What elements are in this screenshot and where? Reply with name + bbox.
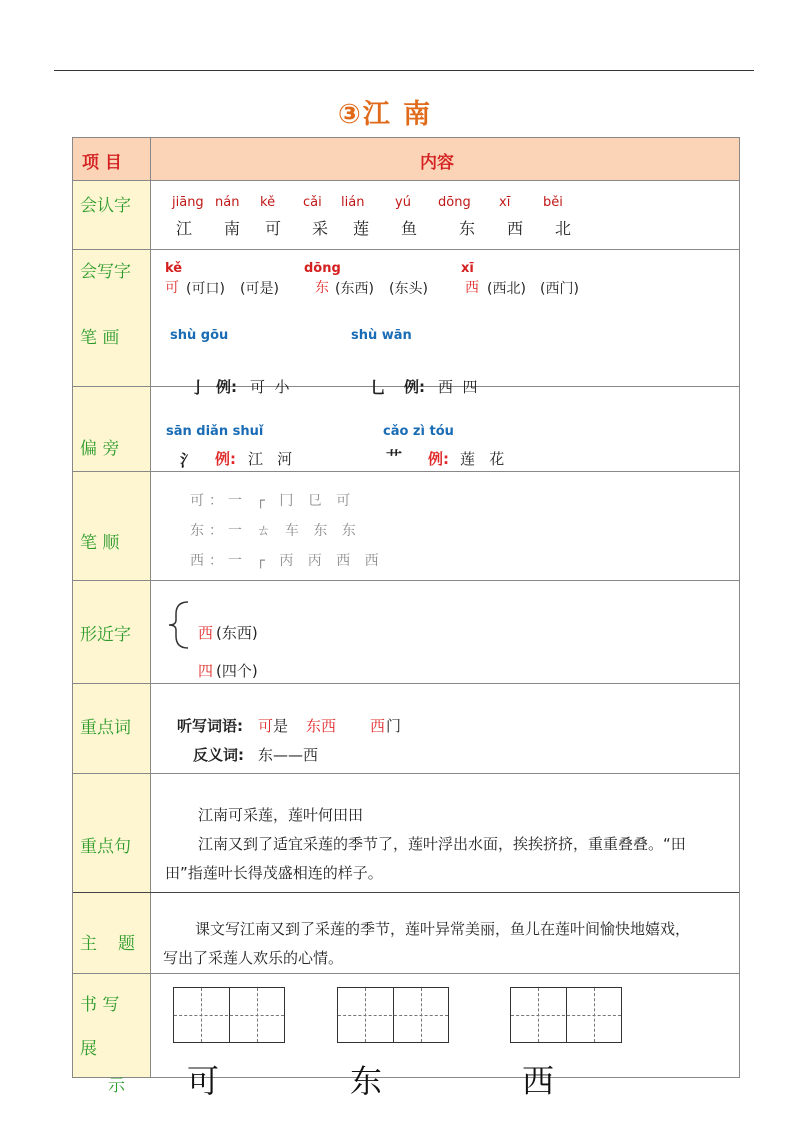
hanzi: 采 xyxy=(312,219,329,238)
writing-grid[interactable] xyxy=(173,987,285,1043)
pinyin: kě xyxy=(165,261,183,276)
stroke-symbol: 乚 xyxy=(370,378,387,397)
pinyin: sān diǎn shuǐ xyxy=(166,424,264,439)
example-label: 例: xyxy=(428,450,449,468)
label-key-words: 重点词 xyxy=(80,718,131,738)
writing-grid[interactable] xyxy=(510,987,622,1043)
brace-icon xyxy=(166,600,192,650)
row-divider xyxy=(73,973,739,974)
pinyin: xī xyxy=(461,261,474,276)
label-key-sentences: 重点句 xyxy=(80,837,131,857)
pinyin: dōng xyxy=(438,195,471,210)
stroke-order-line: 东：一 ㄊ 车 东 东 xyxy=(190,523,361,539)
label-recognize: 会认字 xyxy=(80,196,131,216)
pinyin: cǎi xyxy=(303,195,322,210)
label-writing-2: 展 xyxy=(80,1039,97,1059)
row-divider xyxy=(73,773,739,774)
example-label: 例: xyxy=(216,378,237,396)
word: (东头) xyxy=(389,281,428,297)
pinyin: yú xyxy=(395,195,411,210)
page-title: ③江 南 xyxy=(337,99,433,130)
label-write: 会写字 xyxy=(80,262,131,282)
example-chars: 西 四 xyxy=(438,378,478,396)
row-divider xyxy=(73,683,739,684)
theme-line: 课文写江南又到了采莲的季节，莲叶异常美丽，鱼儿在莲叶间愉快地嬉戏， xyxy=(195,920,691,938)
practice-char: 可 xyxy=(187,1062,220,1100)
hanzi: 东 xyxy=(459,219,476,238)
word: (西门) xyxy=(540,281,579,297)
pinyin: nán xyxy=(215,195,240,210)
header-item: 项 目 xyxy=(82,153,122,173)
header-content: 内容 xyxy=(420,153,454,173)
example-chars: 莲 花 xyxy=(460,450,505,468)
sentence-line: 江南又到了适宜采莲的季节了，莲叶浮出水面，挨挨挤挤，重重叠叠。“田 xyxy=(198,835,686,853)
hanzi: 北 xyxy=(555,219,572,238)
keyword-char: 门 xyxy=(386,717,402,735)
row-divider xyxy=(73,580,739,581)
pinyin: shù wān xyxy=(351,328,412,343)
sentence-line: 江南可采莲，莲叶何田田 xyxy=(198,806,364,824)
pinyin: xī xyxy=(499,195,511,210)
radical-symbol: 艹 xyxy=(386,448,403,467)
label-theme-1: 主 xyxy=(80,934,97,954)
stroke-symbol: 亅 xyxy=(190,378,207,397)
stroke-order-line: 西：一 ┌ 丙 丙 西 西 xyxy=(190,553,384,569)
similar-word: (东西) xyxy=(216,624,258,642)
row-divider xyxy=(73,892,739,893)
keyword-char: 西 xyxy=(370,717,386,735)
similar-char: 西 xyxy=(198,624,214,642)
example-chars: 可 小 xyxy=(250,378,290,396)
sentence-line: 田”指莲叶长得茂盛相连的样子。 xyxy=(165,864,383,882)
theme-line: 写出了采莲人欢乐的心情。 xyxy=(163,949,344,967)
stroke-order-line: 可：一 ┌ 冂 㔾 可 xyxy=(190,493,356,509)
word: (可是) xyxy=(240,281,279,297)
hanzi: 东 xyxy=(315,280,329,296)
hanzi: 可 xyxy=(165,280,179,296)
antonym: 东——西 xyxy=(258,746,319,764)
word: (可口) xyxy=(186,281,225,297)
label-writing-3: 示 xyxy=(108,1076,125,1096)
row-divider xyxy=(73,471,739,472)
example-chars: 江 河 xyxy=(248,450,293,468)
row-divider xyxy=(73,180,739,181)
keyword: 东西 xyxy=(306,717,337,735)
hanzi: 可 xyxy=(265,219,282,238)
hanzi: 江 xyxy=(176,219,193,238)
practice-char: 西 xyxy=(522,1062,555,1100)
hanzi: 莲 xyxy=(353,219,370,238)
keyword-char: 可 xyxy=(258,717,274,735)
pinyin: dōng xyxy=(304,261,341,276)
example-label: 例: xyxy=(404,378,425,396)
row-divider xyxy=(73,249,739,250)
example-label: 例: xyxy=(215,450,236,468)
radical-symbol: 氵 xyxy=(180,451,197,470)
pinyin: cǎo zì tóu xyxy=(383,424,454,439)
word: (东西) xyxy=(335,281,374,297)
hanzi: 鱼 xyxy=(401,219,418,238)
dictation-label: 听写词语: xyxy=(177,717,243,735)
pinyin: lián xyxy=(341,195,365,210)
label-theme-2: 题 xyxy=(118,934,135,954)
pinyin: kě xyxy=(260,195,276,210)
column-divider xyxy=(150,138,151,1077)
hanzi: 西 xyxy=(507,219,524,238)
label-radicals: 偏 旁 xyxy=(80,439,120,459)
keyword-char: 是 xyxy=(273,717,289,735)
pinyin: jiāng xyxy=(172,195,204,210)
practice-char: 东 xyxy=(350,1062,383,1100)
similar-char: 四 xyxy=(198,662,214,680)
antonym-label: 反义词: xyxy=(193,746,244,764)
top-rule xyxy=(54,70,754,71)
word: (西北) xyxy=(487,281,526,297)
writing-grid[interactable] xyxy=(337,987,449,1043)
label-stroke-order: 笔 顺 xyxy=(80,533,120,553)
label-writing-1: 书 写 xyxy=(80,995,120,1015)
hanzi: 南 xyxy=(224,219,241,238)
similar-word: (四个) xyxy=(216,662,258,680)
pinyin: shù gōu xyxy=(170,328,229,343)
hanzi: 西 xyxy=(465,280,479,296)
pinyin: běi xyxy=(543,195,563,210)
label-similar: 形近字 xyxy=(80,625,131,645)
label-strokes: 笔 画 xyxy=(80,328,120,348)
